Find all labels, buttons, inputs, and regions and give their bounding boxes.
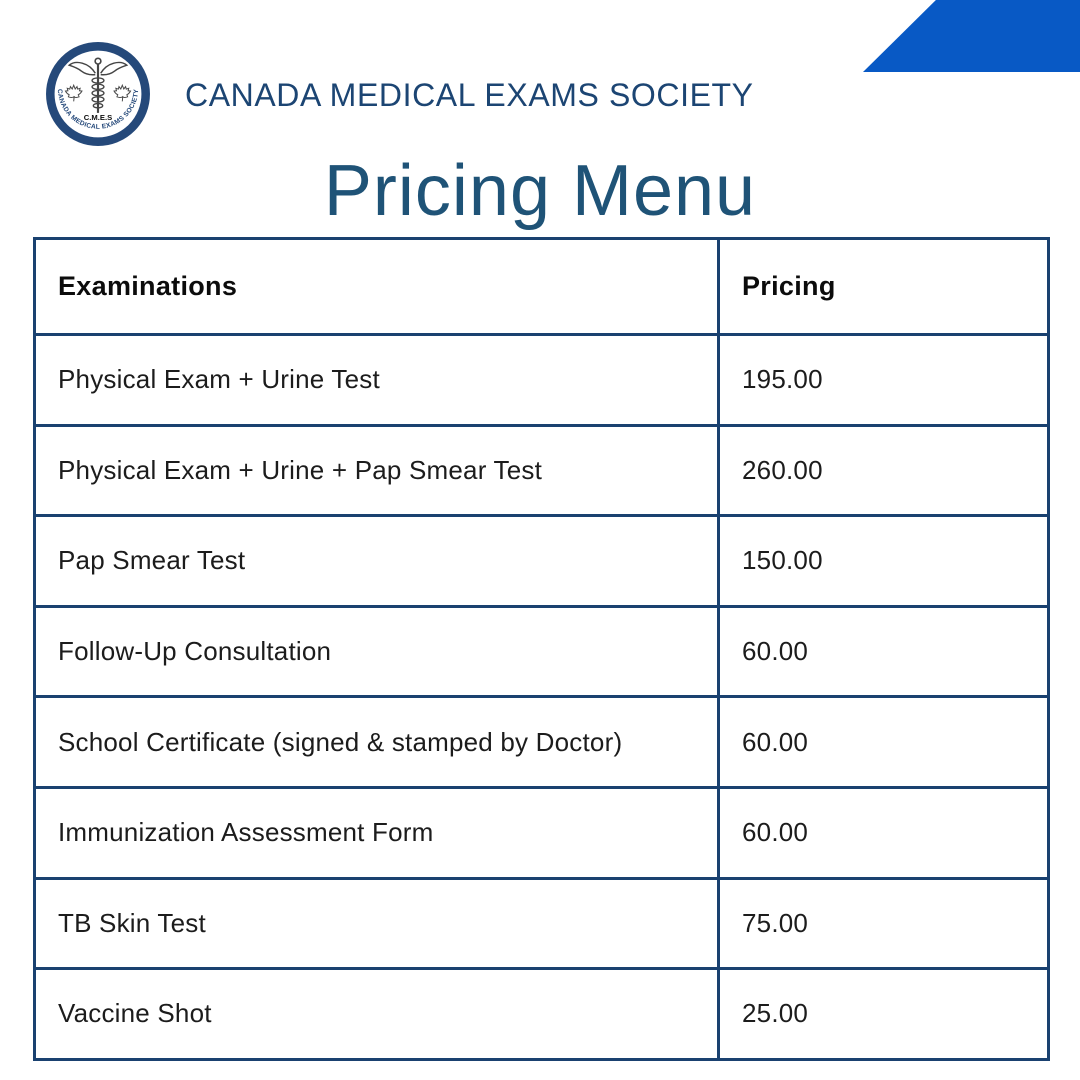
exam-cell: School Certificate (signed & stamped by Doctor) [35,697,719,788]
exam-cell: TB Skin Test [35,878,719,969]
price-cell: 25.00 [719,969,1049,1060]
price-cell: 60.00 [719,606,1049,697]
exam-cell: Vaccine Shot [35,969,719,1060]
price-cell: 60.00 [719,697,1049,788]
table-row [35,335,1049,426]
price-cell: 150.00 [719,516,1049,607]
table-row [35,516,1049,607]
page-title: Pricing Menu [323,151,757,231]
pricing-table-container [33,237,1047,1061]
logo-acronym: C.M.E.S [83,113,113,123]
table-row [35,606,1049,697]
table-row [35,969,1049,1060]
table-row [35,878,1049,969]
exam-cell: Immunization Assessment Form [35,787,719,878]
column-header-examinations: Examinations [35,239,719,335]
logo-ring-text: CANADA MEDICAL EXAMS SOCIETY [55,88,141,131]
brand-name: CANADA MEDICAL EXAMS SOCIETY [185,77,754,113]
corner-accent-shape [863,0,1080,72]
price-cell: 195.00 [719,335,1049,426]
exam-cell: Follow-Up Consultation [35,606,719,697]
exam-cell: Physical Exam + Urine + Pap Smear Test [35,425,719,516]
exam-cell: Pap Smear Test [35,516,719,607]
table-row [35,787,1049,878]
table-header-row [35,239,1049,335]
column-header-pricing: Pricing [719,239,1049,335]
pricing-table [33,237,1050,1061]
price-cell: 260.00 [719,425,1049,516]
table-row [35,425,1049,516]
cmes-logo [44,40,152,148]
exam-cell: Physical Exam + Urine Test [35,335,719,426]
table-row [35,697,1049,788]
price-cell: 60.00 [719,787,1049,878]
price-cell: 75.00 [719,878,1049,969]
